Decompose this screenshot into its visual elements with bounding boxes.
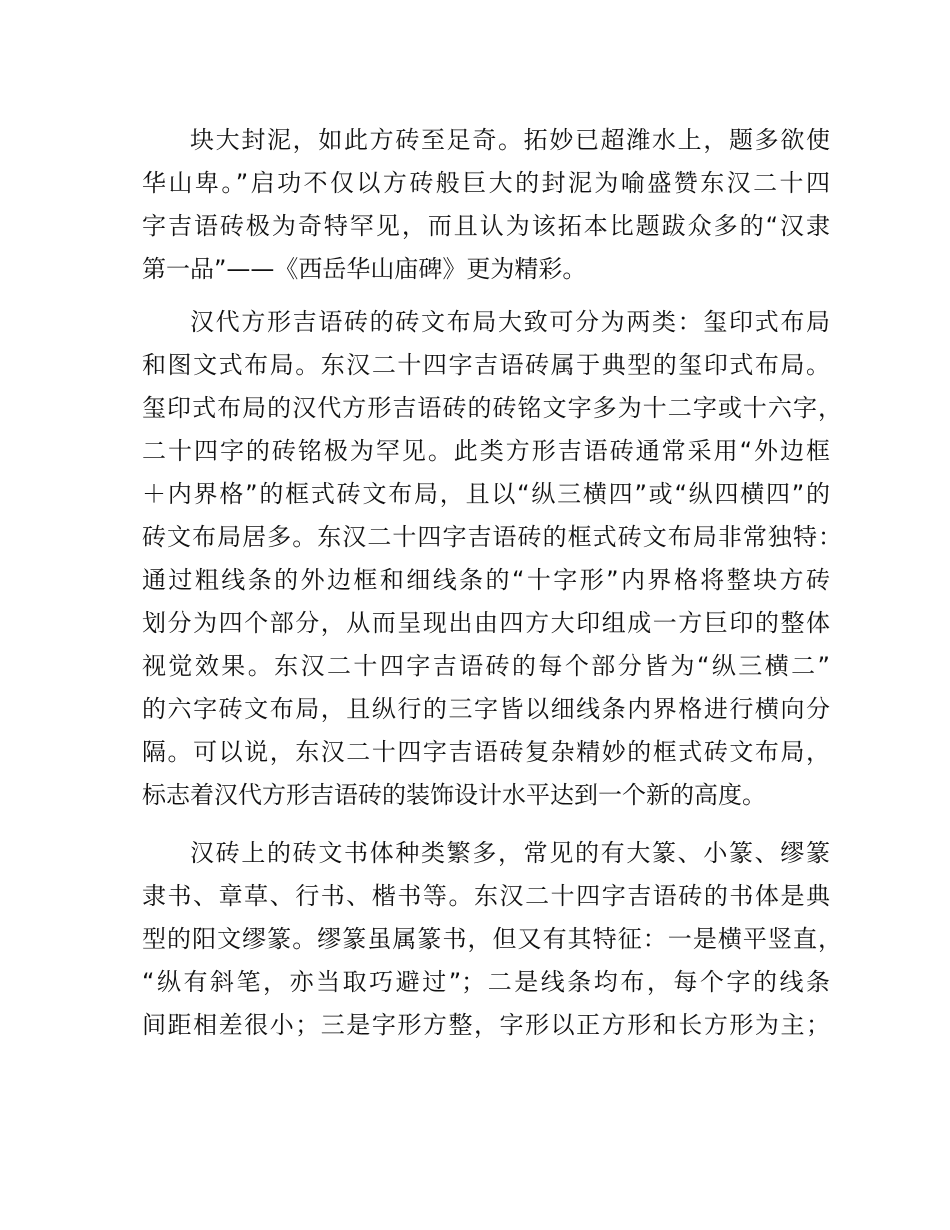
text-line: 字吉语砖极为奇特罕见，而且认为该拓本比题跋众多的“汉隶 (142, 212, 830, 240)
text-line: 第一品”——《西岳华山庙碑》更为精彩。 (142, 255, 587, 283)
text-line: “纵有斜笔，亦当取巧避过”；二是线条均布，每个字的线条 (142, 968, 830, 996)
text-line: ＋内界格”的框式砖文布局，且以“纵三横四”或“纵四横四”的 (142, 480, 830, 508)
text-line: 的六字砖文布局，且纵行的三字皆以细线条内界格进行横向分 (142, 695, 830, 723)
text-line: 和图文式布局。东汉二十四字吉语砖属于典型的玺印式布局。 (142, 351, 830, 379)
text-line: 型的阳文缪篆。缪篆虽属篆书，但又有其特征：一是横平竖直， (142, 925, 842, 953)
text-line: 隶书、章草、行书、楷书等。东汉二十四字吉语砖的书体是典 (142, 882, 830, 910)
text-line: 隔。可以说，东汉二十四字吉语砖复杂精妙的框式砖文布局， (142, 738, 830, 766)
text-line: 玺印式布局的汉代方形吉语砖的砖铭文字多为十二字或十六字， (142, 394, 842, 422)
text-line: 通过粗线条的外边框和细线条的“十字形”内界格将整块方砖 (142, 566, 830, 594)
text-line: 视觉效果。东汉二十四字吉语砖的每个部分皆为“纵三横二” (142, 652, 830, 680)
text-line: 块大封泥，如此方砖至足奇。拓妙已超潍水上，题多欲使 (190, 126, 830, 154)
text-line: 华山卑。”启功不仅以方砖般巨大的封泥为喻盛赞东汉二十四 (142, 169, 830, 197)
text-line: 间距相差很小；三是字形方整，字形以正方形和长方形为主； (142, 1011, 830, 1039)
text-line: 划分为四个部分，从而呈现出由四方大印组成一方巨印的整体 (142, 609, 830, 637)
text-line: 汉代方形吉语砖的砖文布局大致可分为两类：玺印式布局 (190, 308, 830, 336)
text-line: 砖文布局居多。东汉二十四字吉语砖的框式砖文布局非常独特： (142, 523, 842, 551)
text-line: 二十四字的砖铭极为罕见。此类方形吉语砖通常采用“外边框 (142, 437, 830, 465)
text-line: 汉砖上的砖文书体种类繁多，常见的有大篆、小篆、缪篆 (190, 839, 830, 867)
text-line: 标志着汉代方形吉语砖的装饰设计水平达到一个新的高度。 (142, 781, 766, 809)
